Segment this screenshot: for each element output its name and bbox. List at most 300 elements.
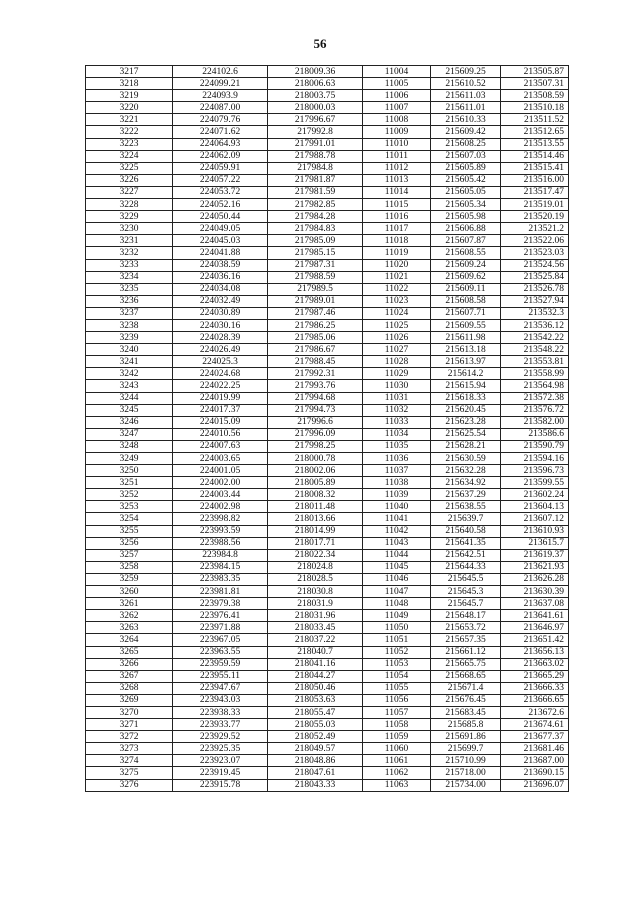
point-number-cell: 3240 (86, 344, 173, 356)
point-number-cell: 11014 (363, 186, 431, 198)
y-coordinate-cell: 213610.93 (501, 525, 569, 537)
y-coordinate-cell: 217994.73 (268, 404, 363, 416)
y-coordinate-cell: 218044.27 (268, 670, 363, 682)
point-number-cell: 11035 (363, 440, 431, 452)
y-coordinate-cell: 213523.03 (501, 247, 569, 259)
table-row (86, 537, 569, 549)
table-row (86, 743, 569, 755)
x-coordinate-cell: 215634.92 (431, 477, 501, 489)
y-coordinate-cell: 217996.6 (268, 416, 363, 428)
y-coordinate-cell: 213542.22 (501, 332, 569, 344)
table-row (86, 682, 569, 694)
x-coordinate-cell: 224050.44 (173, 211, 268, 223)
x-coordinate-cell: 224071.62 (173, 126, 268, 138)
point-number-cell: 3243 (86, 380, 173, 392)
y-coordinate-cell: 213527.94 (501, 295, 569, 307)
y-coordinate-cell: 213615.7 (501, 537, 569, 549)
x-coordinate-cell: 224099.21 (173, 78, 268, 90)
table-row (86, 501, 569, 513)
point-number-cell: 3260 (86, 586, 173, 598)
y-coordinate-cell: 217982.85 (268, 199, 363, 211)
table-row (86, 356, 569, 368)
point-number-cell: 11021 (363, 271, 431, 283)
y-coordinate-cell: 213513.55 (501, 138, 569, 150)
point-number-cell: 11006 (363, 90, 431, 102)
x-coordinate-cell: 215665.75 (431, 658, 501, 670)
table-row (86, 634, 569, 646)
x-coordinate-cell: 223979.38 (173, 598, 268, 610)
y-coordinate-cell: 213507.31 (501, 78, 569, 90)
x-coordinate-cell: 224019.99 (173, 392, 268, 404)
x-coordinate-cell: 215640.58 (431, 525, 501, 537)
y-coordinate-cell: 213666.65 (501, 694, 569, 706)
point-number-cell: 11027 (363, 344, 431, 356)
point-number-cell: 11036 (363, 453, 431, 465)
y-coordinate-cell: 213525.84 (501, 271, 569, 283)
x-coordinate-cell: 215683.45 (431, 706, 501, 718)
point-number-cell: 11045 (363, 561, 431, 573)
y-coordinate-cell: 213687.00 (501, 755, 569, 767)
y-coordinate-cell: 213516.00 (501, 174, 569, 186)
y-coordinate-cell: 213677.37 (501, 731, 569, 743)
point-number-cell: 3230 (86, 223, 173, 235)
point-number-cell: 3225 (86, 162, 173, 174)
x-coordinate-cell: 224022.25 (173, 380, 268, 392)
x-coordinate-cell: 224093.9 (173, 90, 268, 102)
y-coordinate-cell: 213586.6 (501, 428, 569, 440)
y-coordinate-cell: 213599.55 (501, 477, 569, 489)
x-coordinate-cell: 215638.55 (431, 501, 501, 513)
point-number-cell: 11055 (363, 682, 431, 694)
y-coordinate-cell: 213564.98 (501, 380, 569, 392)
y-coordinate-cell: 218028.5 (268, 573, 363, 585)
point-number-cell: 3242 (86, 368, 173, 380)
y-coordinate-cell: 218013.66 (268, 513, 363, 525)
table-row (86, 126, 569, 138)
x-coordinate-cell: 215605.98 (431, 211, 501, 223)
y-coordinate-cell: 213656.13 (501, 646, 569, 658)
y-coordinate-cell: 218048.86 (268, 755, 363, 767)
x-coordinate-cell: 215671.4 (431, 682, 501, 694)
table-row (86, 102, 569, 114)
x-coordinate-cell: 224038.59 (173, 259, 268, 271)
x-coordinate-cell: 223984.8 (173, 549, 268, 561)
x-coordinate-cell: 215632.28 (431, 465, 501, 477)
x-coordinate-cell: 215639.7 (431, 513, 501, 525)
y-coordinate-cell: 218052.49 (268, 731, 363, 743)
x-coordinate-cell: 223981.81 (173, 586, 268, 598)
table-row (86, 525, 569, 537)
y-coordinate-cell: 217986.67 (268, 344, 363, 356)
x-coordinate-cell: 224102.6 (173, 66, 268, 78)
point-number-cell: 11018 (363, 235, 431, 247)
x-coordinate-cell: 223984.15 (173, 561, 268, 573)
point-number-cell: 11032 (363, 404, 431, 416)
table-row (86, 513, 569, 525)
table-row (86, 138, 569, 150)
point-number-cell: 3267 (86, 670, 173, 682)
point-number-cell: 11037 (363, 465, 431, 477)
y-coordinate-cell: 213521.2 (501, 223, 569, 235)
table-row (86, 489, 569, 501)
point-number-cell: 3220 (86, 102, 173, 114)
table-row (86, 66, 569, 78)
y-coordinate-cell: 213696.07 (501, 779, 569, 791)
y-coordinate-cell: 213602.24 (501, 489, 569, 501)
x-coordinate-cell: 215611.98 (431, 332, 501, 344)
y-coordinate-cell: 213532.3 (501, 307, 569, 319)
y-coordinate-cell: 217992.31 (268, 368, 363, 380)
x-coordinate-cell: 224052.16 (173, 199, 268, 211)
x-coordinate-cell: 224002.98 (173, 501, 268, 513)
point-number-cell: 3263 (86, 622, 173, 634)
point-number-cell: 3268 (86, 682, 173, 694)
y-coordinate-cell: 218053.63 (268, 694, 363, 706)
x-coordinate-cell: 224024.68 (173, 368, 268, 380)
table-row (86, 465, 569, 477)
y-coordinate-cell: 213663.02 (501, 658, 569, 670)
point-number-cell: 11058 (363, 719, 431, 731)
y-coordinate-cell: 213665.29 (501, 670, 569, 682)
x-coordinate-cell: 223998.82 (173, 513, 268, 525)
x-coordinate-cell: 215609.55 (431, 319, 501, 331)
x-coordinate-cell: 224030.89 (173, 307, 268, 319)
x-coordinate-cell: 223947.67 (173, 682, 268, 694)
y-coordinate-cell: 218000.03 (268, 102, 363, 114)
x-coordinate-cell: 215645.5 (431, 573, 501, 585)
point-number-cell: 11052 (363, 646, 431, 658)
x-coordinate-cell: 215605.89 (431, 162, 501, 174)
table-row (86, 586, 569, 598)
point-number-cell: 11031 (363, 392, 431, 404)
point-number-cell: 11012 (363, 162, 431, 174)
point-number-cell: 3229 (86, 211, 173, 223)
point-number-cell: 3261 (86, 598, 173, 610)
x-coordinate-cell: 215613.18 (431, 344, 501, 356)
table-row (86, 719, 569, 731)
y-coordinate-cell: 218050.46 (268, 682, 363, 694)
point-number-cell: 11060 (363, 743, 431, 755)
point-number-cell: 11034 (363, 428, 431, 440)
point-number-cell: 3266 (86, 658, 173, 670)
y-coordinate-cell: 217988.59 (268, 271, 363, 283)
point-number-cell: 3262 (86, 610, 173, 622)
y-coordinate-cell: 213515.41 (501, 162, 569, 174)
table-row (86, 186, 569, 198)
y-coordinate-cell: 213621.93 (501, 561, 569, 573)
table-row (86, 90, 569, 102)
x-coordinate-cell: 224079.76 (173, 114, 268, 126)
x-coordinate-cell: 224064.93 (173, 138, 268, 150)
y-coordinate-cell: 217987.46 (268, 307, 363, 319)
x-coordinate-cell: 224028.39 (173, 332, 268, 344)
table-row (86, 694, 569, 706)
x-coordinate-cell: 224036.16 (173, 271, 268, 283)
point-number-cell: 3257 (86, 549, 173, 561)
table-row (86, 779, 569, 791)
table-row (86, 259, 569, 271)
point-number-cell: 3248 (86, 440, 173, 452)
table-row (86, 453, 569, 465)
table-row (86, 658, 569, 670)
y-coordinate-cell: 213666.33 (501, 682, 569, 694)
table-row (86, 283, 569, 295)
x-coordinate-cell: 215661.12 (431, 646, 501, 658)
point-number-cell: 11025 (363, 319, 431, 331)
table-row (86, 307, 569, 319)
y-coordinate-cell: 218002.06 (268, 465, 363, 477)
y-coordinate-cell: 213681.46 (501, 743, 569, 755)
table-row (86, 332, 569, 344)
y-coordinate-cell: 217992.8 (268, 126, 363, 138)
point-number-cell: 11063 (363, 779, 431, 791)
x-coordinate-cell: 215628.21 (431, 440, 501, 452)
x-coordinate-cell: 215605.42 (431, 174, 501, 186)
x-coordinate-cell: 215625.54 (431, 428, 501, 440)
x-coordinate-cell: 215620.45 (431, 404, 501, 416)
x-coordinate-cell: 223983.35 (173, 573, 268, 585)
y-coordinate-cell: 218005.89 (268, 477, 363, 489)
point-number-cell: 11041 (363, 513, 431, 525)
point-number-cell: 3270 (86, 706, 173, 718)
y-coordinate-cell: 213646.97 (501, 622, 569, 634)
point-number-cell: 3276 (86, 779, 173, 791)
x-coordinate-cell: 224030.16 (173, 319, 268, 331)
table-row (86, 428, 569, 440)
x-coordinate-cell: 224041.88 (173, 247, 268, 259)
point-number-cell: 3219 (86, 90, 173, 102)
table-row (86, 235, 569, 247)
x-coordinate-cell: 215618.33 (431, 392, 501, 404)
point-number-cell: 11048 (363, 598, 431, 610)
point-number-cell: 11046 (363, 573, 431, 585)
point-number-cell: 11010 (363, 138, 431, 150)
x-coordinate-cell: 215648.17 (431, 610, 501, 622)
y-coordinate-cell: 213674.61 (501, 719, 569, 731)
x-coordinate-cell: 215642.51 (431, 549, 501, 561)
x-coordinate-cell: 215605.05 (431, 186, 501, 198)
y-coordinate-cell: 218024.8 (268, 561, 363, 573)
y-coordinate-cell: 217985.06 (268, 332, 363, 344)
x-coordinate-cell: 223976.41 (173, 610, 268, 622)
x-coordinate-cell: 224057.22 (173, 174, 268, 186)
y-coordinate-cell: 217981.87 (268, 174, 363, 186)
point-number-cell: 11016 (363, 211, 431, 223)
x-coordinate-cell: 215610.52 (431, 78, 501, 90)
x-coordinate-cell: 215608.58 (431, 295, 501, 307)
y-coordinate-cell: 213510.18 (501, 102, 569, 114)
table-row (86, 380, 569, 392)
y-coordinate-cell: 213558.99 (501, 368, 569, 380)
table-row (86, 295, 569, 307)
point-number-cell: 3228 (86, 199, 173, 211)
table-row (86, 610, 569, 622)
point-number-cell: 11026 (363, 332, 431, 344)
point-number-cell: 11061 (363, 755, 431, 767)
x-coordinate-cell: 224025.3 (173, 356, 268, 368)
x-coordinate-cell: 215630.59 (431, 453, 501, 465)
y-coordinate-cell: 217985.09 (268, 235, 363, 247)
table-row (86, 174, 569, 186)
y-coordinate-cell: 217989.01 (268, 295, 363, 307)
x-coordinate-cell: 224026.49 (173, 344, 268, 356)
y-coordinate-cell: 213572.38 (501, 392, 569, 404)
y-coordinate-cell: 213690.15 (501, 767, 569, 779)
point-number-cell: 3254 (86, 513, 173, 525)
x-coordinate-cell: 224034.08 (173, 283, 268, 295)
x-coordinate-cell: 223925.35 (173, 743, 268, 755)
point-number-cell: 11050 (363, 622, 431, 634)
point-number-cell: 11053 (363, 658, 431, 670)
y-coordinate-cell: 213582.00 (501, 416, 569, 428)
table-row (86, 344, 569, 356)
x-coordinate-cell: 215676.45 (431, 694, 501, 706)
point-number-cell: 3253 (86, 501, 173, 513)
point-number-cell: 3224 (86, 150, 173, 162)
point-number-cell: 3274 (86, 755, 173, 767)
y-coordinate-cell: 218031.9 (268, 598, 363, 610)
x-coordinate-cell: 215609.24 (431, 259, 501, 271)
x-coordinate-cell: 223993.59 (173, 525, 268, 537)
point-number-cell: 11042 (363, 525, 431, 537)
y-coordinate-cell: 213522.06 (501, 235, 569, 247)
y-coordinate-cell: 213576.72 (501, 404, 569, 416)
x-coordinate-cell: 215608.55 (431, 247, 501, 259)
point-number-cell: 3233 (86, 259, 173, 271)
x-coordinate-cell: 215615.94 (431, 380, 501, 392)
point-number-cell: 3259 (86, 573, 173, 585)
x-coordinate-cell: 215710.99 (431, 755, 501, 767)
x-coordinate-cell: 224032.49 (173, 295, 268, 307)
point-number-cell: 11043 (363, 537, 431, 549)
table-row (86, 162, 569, 174)
table-row (86, 477, 569, 489)
point-number-cell: 11022 (363, 283, 431, 295)
x-coordinate-cell: 215645.7 (431, 598, 501, 610)
y-coordinate-cell: 218008.32 (268, 489, 363, 501)
y-coordinate-cell: 213519.01 (501, 199, 569, 211)
x-coordinate-cell: 223943.03 (173, 694, 268, 706)
point-number-cell: 11011 (363, 150, 431, 162)
y-coordinate-cell: 213630.39 (501, 586, 569, 598)
y-coordinate-cell: 218043.33 (268, 779, 363, 791)
point-number-cell: 3255 (86, 525, 173, 537)
x-coordinate-cell: 223929.52 (173, 731, 268, 743)
y-coordinate-cell: 218030.8 (268, 586, 363, 598)
x-coordinate-cell: 224017.37 (173, 404, 268, 416)
page-number: 56 (313, 36, 327, 51)
y-coordinate-cell: 213512.65 (501, 126, 569, 138)
y-coordinate-cell: 213590.79 (501, 440, 569, 452)
table-row (86, 767, 569, 779)
x-coordinate-cell: 224001.05 (173, 465, 268, 477)
x-coordinate-cell: 215609.42 (431, 126, 501, 138)
point-number-cell: 11038 (363, 477, 431, 489)
y-coordinate-cell: 213514.46 (501, 150, 569, 162)
x-coordinate-cell: 215609.62 (431, 271, 501, 283)
point-number-cell: 11030 (363, 380, 431, 392)
x-coordinate-cell: 224003.65 (173, 453, 268, 465)
y-coordinate-cell: 218022.34 (268, 549, 363, 561)
point-number-cell: 11029 (363, 368, 431, 380)
point-number-cell: 11023 (363, 295, 431, 307)
point-number-cell: 3252 (86, 489, 173, 501)
x-coordinate-cell: 223933.77 (173, 719, 268, 731)
point-number-cell: 11017 (363, 223, 431, 235)
x-coordinate-cell: 223967.05 (173, 634, 268, 646)
x-coordinate-cell: 224053.72 (173, 186, 268, 198)
x-coordinate-cell: 215641.35 (431, 537, 501, 549)
x-coordinate-cell: 224062.09 (173, 150, 268, 162)
x-coordinate-cell: 215657.35 (431, 634, 501, 646)
y-coordinate-cell: 217988.78 (268, 150, 363, 162)
y-coordinate-cell: 218055.03 (268, 719, 363, 731)
point-number-cell: 3272 (86, 731, 173, 743)
y-coordinate-cell: 213553.81 (501, 356, 569, 368)
point-number-cell: 11054 (363, 670, 431, 682)
point-number-cell: 3221 (86, 114, 173, 126)
x-coordinate-cell: 223955.11 (173, 670, 268, 682)
point-number-cell: 3238 (86, 319, 173, 331)
y-coordinate-cell: 213548.22 (501, 344, 569, 356)
table-row (86, 404, 569, 416)
point-number-cell: 11057 (363, 706, 431, 718)
point-number-cell: 3244 (86, 392, 173, 404)
x-coordinate-cell: 224015.09 (173, 416, 268, 428)
table-row (86, 368, 569, 380)
x-coordinate-cell: 215609.11 (431, 283, 501, 295)
table-row (86, 549, 569, 561)
x-coordinate-cell: 215653.72 (431, 622, 501, 634)
point-number-cell: 3239 (86, 332, 173, 344)
x-coordinate-cell: 223963.55 (173, 646, 268, 658)
point-number-cell: 3246 (86, 416, 173, 428)
coordinates-table (85, 65, 569, 792)
x-coordinate-cell: 223923.07 (173, 755, 268, 767)
y-coordinate-cell: 218003.75 (268, 90, 363, 102)
y-coordinate-cell: 217991.01 (268, 138, 363, 150)
x-coordinate-cell: 224010.56 (173, 428, 268, 440)
table-row (86, 150, 569, 162)
x-coordinate-cell: 215607.03 (431, 150, 501, 162)
table-row (86, 223, 569, 235)
x-coordinate-cell: 215637.29 (431, 489, 501, 501)
point-number-cell: 3231 (86, 235, 173, 247)
x-coordinate-cell: 223959.59 (173, 658, 268, 670)
x-coordinate-cell: 215614.2 (431, 368, 501, 380)
point-number-cell: 11051 (363, 634, 431, 646)
point-number-cell: 11008 (363, 114, 431, 126)
y-coordinate-cell: 218017.71 (268, 537, 363, 549)
y-coordinate-cell: 217993.76 (268, 380, 363, 392)
point-number-cell: 11033 (363, 416, 431, 428)
y-coordinate-cell: 213604.13 (501, 501, 569, 513)
y-coordinate-cell: 217994.68 (268, 392, 363, 404)
point-number-cell: 11005 (363, 78, 431, 90)
y-coordinate-cell: 218011.48 (268, 501, 363, 513)
y-coordinate-cell: 213524.56 (501, 259, 569, 271)
y-coordinate-cell: 218049.57 (268, 743, 363, 755)
x-coordinate-cell: 215718.00 (431, 767, 501, 779)
y-coordinate-cell: 217987.31 (268, 259, 363, 271)
point-number-cell: 11028 (363, 356, 431, 368)
x-coordinate-cell: 215607.87 (431, 235, 501, 247)
point-number-cell: 3271 (86, 719, 173, 731)
y-coordinate-cell: 213672.6 (501, 706, 569, 718)
point-number-cell: 11039 (363, 489, 431, 501)
y-coordinate-cell: 213626.28 (501, 573, 569, 585)
x-coordinate-cell: 223919.45 (173, 767, 268, 779)
